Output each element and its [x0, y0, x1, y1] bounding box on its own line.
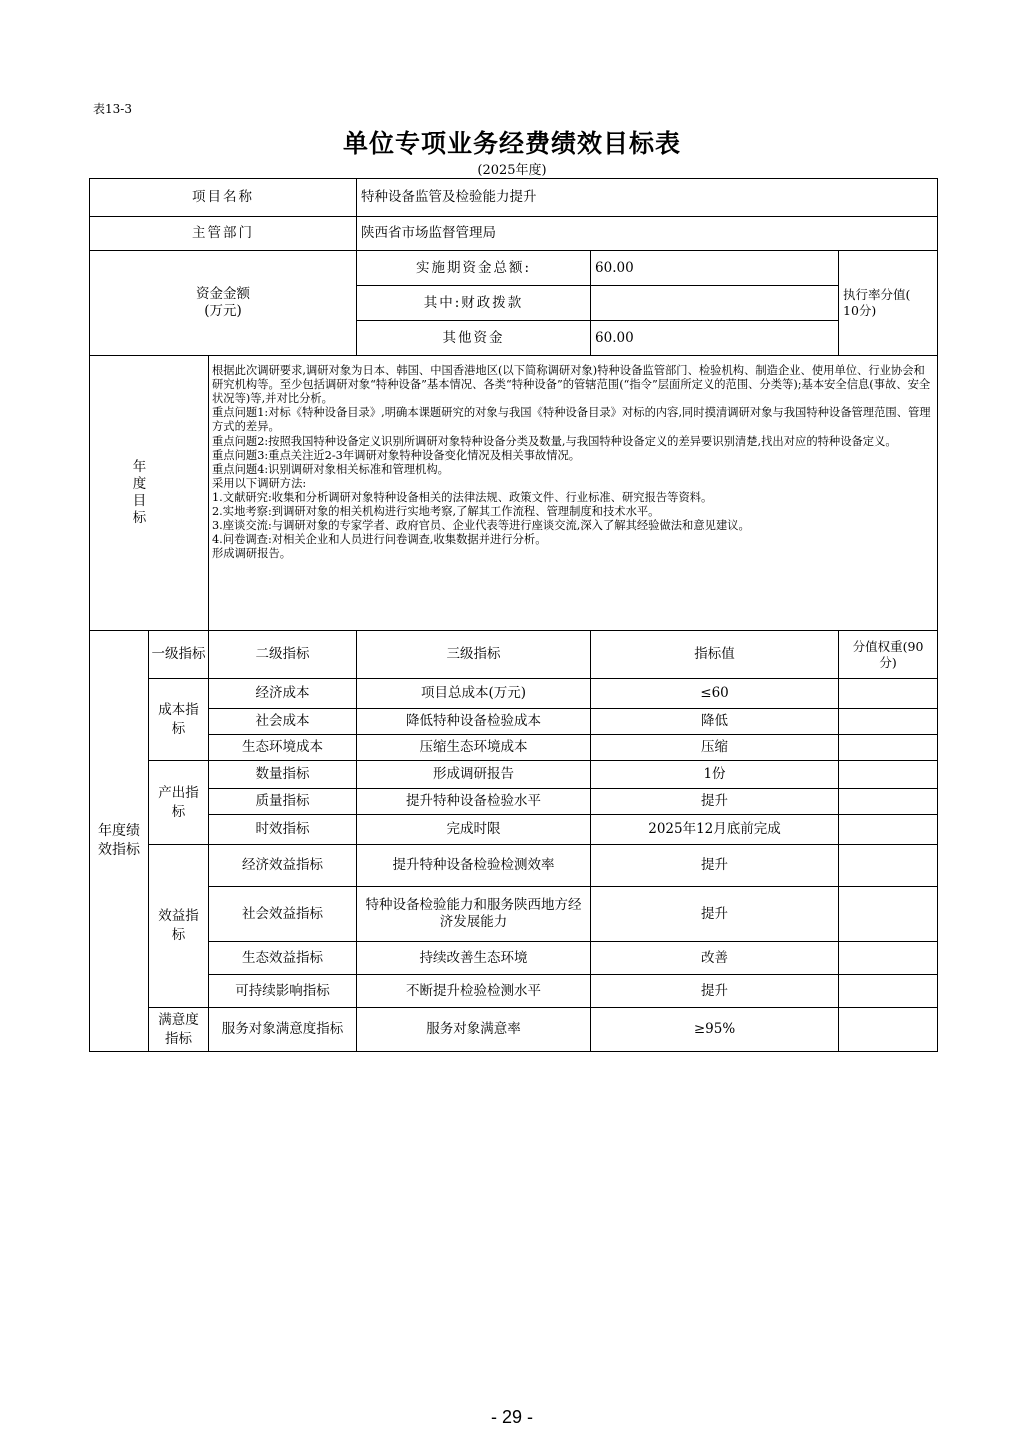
group-benefit: 效益指标	[149, 845, 209, 1008]
funds-total-label: 实施期资金总额:	[357, 251, 591, 286]
execution-rate-label: 执行率分值( 10分)	[839, 251, 938, 356]
row-l3: 提升特种设备检验检测效率	[357, 845, 591, 887]
row-l3: 降低特种设备检验成本	[357, 709, 591, 735]
goal-line-10: 4.问卷调查:对相关企业和人员进行问卷调查,收集数据并进行分析。	[212, 533, 547, 547]
table-row	[90, 761, 938, 789]
group-cost: 成本指标	[149, 679, 209, 761]
goal-line-11: 形成调研报告。	[212, 547, 292, 561]
row-l3: 服务对象满意率	[357, 1008, 591, 1052]
funds-fiscal-label: 其中:财政拨款	[357, 286, 591, 321]
header-weight: 分值权重(90 分)	[839, 631, 938, 679]
funds-other-label: 其他资金	[357, 321, 591, 356]
annual-goal-label-cell	[132, 356, 209, 631]
row-l2: 数量指标	[209, 761, 357, 789]
row-weight	[839, 709, 938, 735]
table-row	[90, 789, 938, 815]
table-row	[90, 709, 938, 735]
header-level2: 二级指标	[209, 631, 357, 679]
row-l3: 持续改善生态环境	[357, 942, 591, 975]
row-l2: 社会效益指标	[209, 887, 357, 942]
row-weight	[839, 735, 938, 761]
row-l2: 社会成本	[209, 709, 357, 735]
row-value: 提升	[591, 845, 839, 887]
table-row	[90, 975, 938, 1008]
header-value: 指标值	[591, 631, 839, 679]
row-value: 提升	[591, 975, 839, 1008]
row-l2: 生态环境成本	[209, 735, 357, 761]
row-l3: 项目总成本(万元)	[357, 679, 591, 709]
row-l2: 经济成本	[209, 679, 357, 709]
table-row	[90, 942, 938, 975]
annual-goal-label: 年度目标	[132, 459, 147, 526]
row-value: ≥95%	[591, 1008, 839, 1052]
group-output: 产出指标	[149, 761, 209, 845]
row-l2: 经济效益指标	[209, 845, 357, 887]
group-satisfaction: 满意度指标	[149, 1008, 209, 1052]
annual-indicators-label: 年度绩效指标	[90, 631, 149, 1052]
row-value: ≤60	[591, 679, 839, 709]
goal-line-7: 1.文献研究:收集和分析调研对象特种设备相关的法律法规、政策文件、行业标准、研究报告等资料。	[212, 490, 713, 504]
row-value: 提升	[591, 789, 839, 815]
row-value: 降低	[591, 709, 839, 735]
table-row	[90, 735, 938, 761]
funds-total-row	[90, 251, 938, 286]
project-name-row	[90, 179, 938, 217]
table-row	[90, 845, 938, 887]
performance-target-table	[89, 178, 938, 1052]
row-l2: 可持续影响指标	[209, 975, 357, 1008]
goal-line-2: 重点问题1:对标《特种设备目录》,明确本课题研究的对象与我国《特种设备目录》对标的内容,同时摸清调研对象与我国特种设备管理范围、管理方式的差异。	[212, 406, 931, 434]
row-value: 提升	[591, 887, 839, 942]
funds-other-value: 60.00	[591, 321, 839, 356]
row-l3: 形成调研报告	[357, 761, 591, 789]
row-value: 2025年12月底前完成	[591, 815, 839, 845]
department-row	[90, 217, 938, 251]
row-weight	[839, 1008, 938, 1052]
table-row	[90, 887, 938, 942]
row-l3: 压缩生态环境成本	[357, 735, 591, 761]
project-name-label: 项目名称	[90, 179, 357, 217]
row-weight	[839, 679, 938, 709]
row-weight	[839, 789, 938, 815]
table-row	[90, 679, 938, 709]
row-weight	[839, 887, 938, 942]
goal-line-1: 根据此次调研要求,调研对象为日本、韩国、中国香港地区(以下简称调研对象)特种设备监管部门、检验机构、制造企业、使用单位、行业协会和研究机构等。至少包括调研对象“特种设备”基本情况、各类“特种设备”的管辖范围(“指令”层面所定义的范围、分类等);基本安全信息(事故、安全状况等)等,并对比分析。	[212, 364, 931, 406]
row-l2: 时效指标	[209, 815, 357, 845]
funds-fiscal-value	[591, 286, 839, 321]
row-weight	[839, 815, 938, 845]
fiscal-year: (2025年度)	[477, 163, 547, 178]
row-weight	[839, 761, 938, 789]
funds-total-value: 60.00	[591, 251, 839, 286]
row-l3: 完成时限	[357, 815, 591, 845]
table-row	[90, 815, 938, 845]
row-l2: 质量指标	[209, 789, 357, 815]
row-l3: 不断提升检验检测水平	[357, 975, 591, 1008]
department-label: 主管部门	[90, 217, 357, 251]
row-value: 1份	[591, 761, 839, 789]
goal-line-4: 重点问题3:重点关注近2-3年调研对象特种设备变化情况及相关事故情况。	[212, 448, 581, 462]
row-value: 压缩	[591, 735, 839, 761]
goal-line-5: 重点问题4:识别调研对象相关标准和管理机构。	[212, 462, 449, 476]
header-level1: 一级指标	[149, 631, 209, 679]
funds-label: 资金金额 (万元)	[90, 251, 357, 356]
row-l3: 特种设备检验能力和服务陕西地方经济发展能力	[357, 887, 591, 942]
table-number: 表13-3	[93, 102, 132, 116]
table-row	[90, 1008, 938, 1052]
project-name-value: 特种设备监管及检验能力提升	[357, 179, 938, 217]
row-value: 改善	[591, 942, 839, 975]
row-l2: 生态效益指标	[209, 942, 357, 975]
page-title: 单位专项业务经费绩效目标表	[342, 129, 681, 158]
annual-goal-text	[209, 356, 938, 631]
page-number: - 29 -	[490, 1407, 533, 1427]
department-value: 陕西省市场监督管理局	[357, 217, 938, 251]
goal-line-3: 重点问题2:按照我国特种设备定义识别所调研对象特种设备分类及数量,与我国特种设备定义的差异要识别清楚,找出对应的特种设备定义。	[212, 434, 897, 448]
row-l2: 服务对象满意度指标	[209, 1008, 357, 1052]
row-weight	[839, 975, 938, 1008]
row-l3: 提升特种设备检验水平	[357, 789, 591, 815]
goal-line-9: 3.座谈交流:与调研对象的专家学者、政府官员、企业代表等进行座谈交流,深入了解其经验做法和意见建议。	[212, 519, 750, 533]
row-weight	[839, 942, 938, 975]
goal-line-6: 采用以下调研方法:	[212, 476, 307, 490]
indicator-header-row	[90, 631, 938, 679]
row-weight	[839, 845, 938, 887]
goal-line-8: 2.实地考察:到调研对象的相关机构进行实地考察,了解其工作流程、管理制度和技术水平。	[212, 505, 660, 519]
header-level3: 三级指标	[357, 631, 591, 679]
annual-goal-row	[90, 356, 938, 631]
